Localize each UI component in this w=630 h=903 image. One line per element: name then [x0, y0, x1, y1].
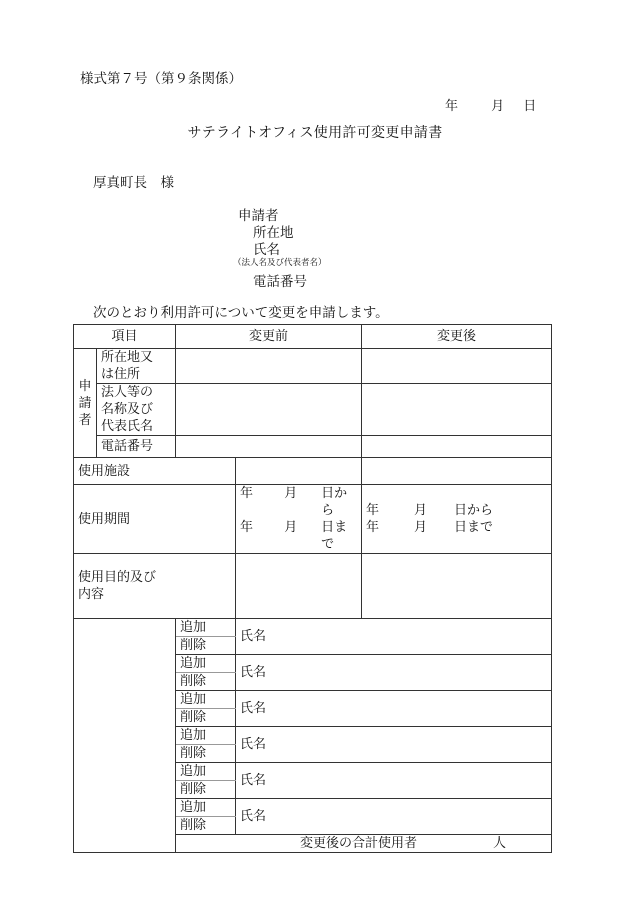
- user-add-option[interactable]: 追加: [176, 727, 236, 745]
- table-row: [74, 619, 552, 637]
- applicant-address-label: 所在地: [253, 225, 294, 241]
- user-name-field[interactable]: 氏名: [236, 655, 552, 691]
- col-header-item: 項目: [74, 325, 176, 349]
- user-remove-option[interactable]: 削除: [176, 817, 236, 835]
- user-name-field[interactable]: 氏名: [236, 763, 552, 799]
- form-number: 様式第７号（第９条関係）: [80, 71, 242, 87]
- user-add-option[interactable]: 追加: [176, 763, 236, 781]
- date-day-label: 日: [523, 99, 537, 114]
- applicant-name-label: 氏名: [253, 242, 280, 258]
- document-title: サテライトオフィス使用許可変更申請書: [187, 125, 443, 141]
- date-month-label: 月: [491, 99, 505, 114]
- application-table: [73, 324, 552, 853]
- table-row: [74, 485, 552, 554]
- row-label-phone: 電話番号: [97, 436, 176, 458]
- applicant-name-note: （法人名及び代表者名）: [233, 258, 327, 268]
- user-name-field[interactable]: 氏名: [236, 799, 552, 835]
- table-row: [74, 349, 552, 384]
- user-name-field[interactable]: 氏名: [236, 727, 552, 763]
- row-label-period: 使用期間: [74, 485, 236, 554]
- user-name-field[interactable]: 氏名: [236, 619, 552, 655]
- facility-after-field[interactable]: [362, 458, 552, 485]
- user-add-option[interactable]: 追加: [176, 691, 236, 709]
- col-header-before: 変更前: [176, 325, 362, 349]
- user-add-option[interactable]: 追加: [176, 655, 236, 673]
- user-remove-option[interactable]: 削除: [176, 637, 236, 655]
- date-line: [445, 95, 536, 114]
- period-before-field[interactable]: 年 月 日から 年 月 日まで: [236, 485, 362, 554]
- user-remove-option[interactable]: 削除: [176, 745, 236, 763]
- row-label-address: 所在地又 は住所: [97, 349, 176, 384]
- user-remove-option[interactable]: 削除: [176, 673, 236, 691]
- users-blank-cell: [74, 619, 176, 853]
- user-remove-option[interactable]: 削除: [176, 781, 236, 799]
- row-label-purpose: 使用目的及び 内容: [74, 554, 236, 619]
- total-users-unit: 人: [493, 836, 507, 851]
- purpose-after-field[interactable]: [362, 554, 552, 619]
- user-remove-option[interactable]: 削除: [176, 709, 236, 727]
- user-add-option[interactable]: 追加: [176, 619, 236, 637]
- address-after-field[interactable]: [362, 349, 552, 384]
- applicant-group-label: 申 請 者: [74, 349, 97, 458]
- total-users-label: 変更後の合計使用者: [300, 836, 418, 851]
- address-before-field[interactable]: [176, 349, 362, 384]
- addressee: 厚真町長 様: [93, 175, 174, 191]
- table-row: [74, 436, 552, 458]
- row-label-corp: 法人等の 名称及び 代表氏名: [97, 384, 176, 436]
- intro-text: 次のとおり利用許可について変更を申請します。: [93, 305, 389, 321]
- date-year-label: 年: [445, 99, 459, 114]
- period-after-field[interactable]: 年 月 日から 年 月 日まで: [362, 485, 552, 554]
- applicant-phone-label: 電話番号: [253, 274, 307, 290]
- applicant-heading: 申請者: [238, 208, 279, 224]
- table-row: [74, 384, 552, 436]
- corp-before-field[interactable]: [176, 384, 362, 436]
- table-row: [74, 554, 552, 619]
- facility-before-field[interactable]: [236, 458, 362, 485]
- phone-after-field[interactable]: [362, 436, 552, 458]
- user-name-field[interactable]: 氏名: [236, 691, 552, 727]
- table-header-row: [74, 325, 552, 349]
- col-header-after: 変更後: [362, 325, 552, 349]
- row-label-facility: 使用施設: [74, 458, 236, 485]
- total-users-row[interactable]: [176, 835, 552, 853]
- phone-before-field[interactable]: [176, 436, 362, 458]
- user-add-option[interactable]: 追加: [176, 799, 236, 817]
- corp-after-field[interactable]: [362, 384, 552, 436]
- table-row: [74, 458, 552, 485]
- purpose-before-field[interactable]: [236, 554, 362, 619]
